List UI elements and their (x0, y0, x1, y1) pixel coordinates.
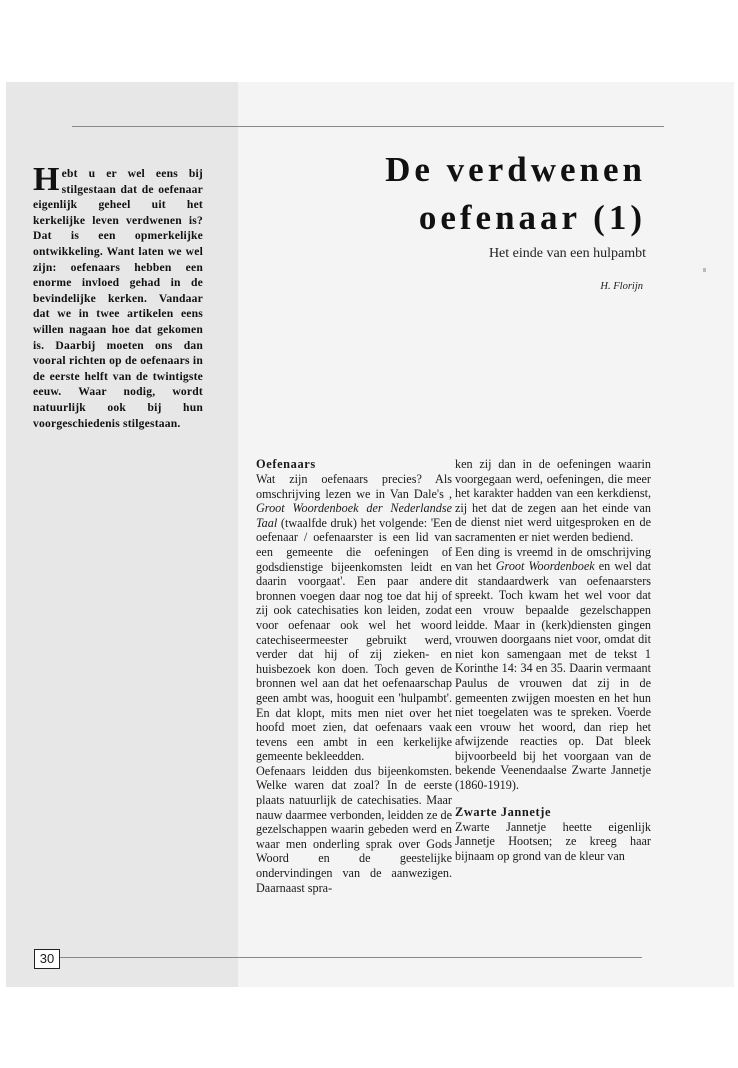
dictionary-title: Groot Woordenboek (495, 559, 595, 574)
bottom-rule (58, 957, 642, 958)
paragraph (455, 545, 651, 793)
intro-paragraph (33, 161, 203, 431)
text-run: Een ding is vreemd in de omschrijving van het (455, 544, 651, 574)
edge-mark (703, 268, 706, 272)
body-column-2 (455, 457, 651, 863)
dictionary-title: Groot Woordenboek der Nederlandse Taal (256, 501, 452, 530)
spacer (455, 793, 651, 805)
drop-cap: H (33, 161, 60, 198)
text-run: Wat zijn oefenaars precies? Als omschrijving lezen we in Van Dale's , (256, 472, 452, 501)
paragraph: Oefenaars leidden dus bijeenkomsten. Welke waren dat zoal? In de eerste plaats natuurlijk de catechisaties. Maar nauw daarmee verbonden, leidden ze de gezelschappen waarin gebeden werd en waar men onderling sprak over Gods Woord en de geestelijke ondervindingen van de aanwezigen. Daarnaast spra- (256, 763, 452, 895)
title-line-2: oefenaar (1) (418, 198, 646, 237)
section-heading-zwarte-jannetje: Zwarte Jannetje (455, 804, 552, 819)
title-line-1: De verdwenen (385, 150, 646, 189)
body-column-1 (256, 457, 452, 895)
top-rule (72, 126, 664, 127)
paragraph (256, 472, 452, 764)
article-subtitle: Het einde van een hulpambt (488, 246, 646, 261)
page-number: 30 (34, 949, 60, 969)
section-heading-oefenaars: Oefenaars (256, 457, 316, 471)
text-run: (twaalfde druk) het volgende: 'Een oefenaar / oefenaarster is een lid van een gemeente die oefeningen of godsdienstige bijeenkomsten leidt en daarin voorgaat'. Een paar andere bronnen voegen daar nog toe dat hij of zij ook catechisaties kon leiden, zodat voor oefenaar ook wel het woord catechiseermeester gebruikt werd, verder dat hij of zij zieken- en huisbezoek kon doen. Toch geven de bronnen wel aan dat het oefenaarschap geen ambt was, hooguit een 'hulpambt'. En dat klopt, mits men niet over het hoofd moet zien, dat oefenaars vaak tevens een ambt in een kerkelijke gemeente bekleedden. (256, 515, 452, 764)
article-title (286, 146, 646, 242)
article-author: H. Florijn (600, 281, 643, 292)
intro-text: ebt u er wel eens bij stilgestaan dat de oefenaar eigenlijk geheel uit het kerkelijke leven verdwenen is? Dat is een opmerkelijke ontwikkeling. Want laten we wel zijn: oefenaars hebben een enorme invloed gehad in de bevindelijke kerken. Vandaar dat we in twee artikelen eens willen nagaan hoe dat gekomen is. Daarbij moeten ons dan vooral richten op de oefenaars in de eerste helft van de twintigste eeuw. Waar nodig, wordt natuurlijk ook bij hun voorgeschiedenis stilgestaan. (33, 167, 203, 430)
paragraph: ken zij dan in de oefeningen waarin voorgegaan werd, oefeningen, die meer het karakter hadden van een kerkdienst, zij het dat de zegen aan het einde van de dienst niet werd uitgesproken en de sacramenten er niet werden bediend. (455, 457, 651, 544)
text-run: en wel dat dit standaardwerk van oefenaarsters spreekt. Toch kwam het wel voor dat een vrouw bepaalde gezelschappen leidde. Maar in (kerk)diensten gingen vrouwen doorgaans niet voor, omdat dit niet kon samengaan met de tekst 1 Korinthe 14: 34 en 35. Daarin vermaant Paulus de vrouwen dat zij in de gemeenten zwijgen moesten en het hun niet toegelaten was te spreken. Voerde een vrouw het woord, dan riep het afwijzende reacties op. Dat bleek bijvoorbeeld bij het voorgaan van de bekende Veenendaalse Zwarte Jannetje (1860-1919). (455, 559, 651, 793)
paragraph: Zwarte Jannetje heette eigenlijk Jannetje Hootsen; ze kreeg haar bijnaam op grond van de kleur van (455, 819, 651, 863)
